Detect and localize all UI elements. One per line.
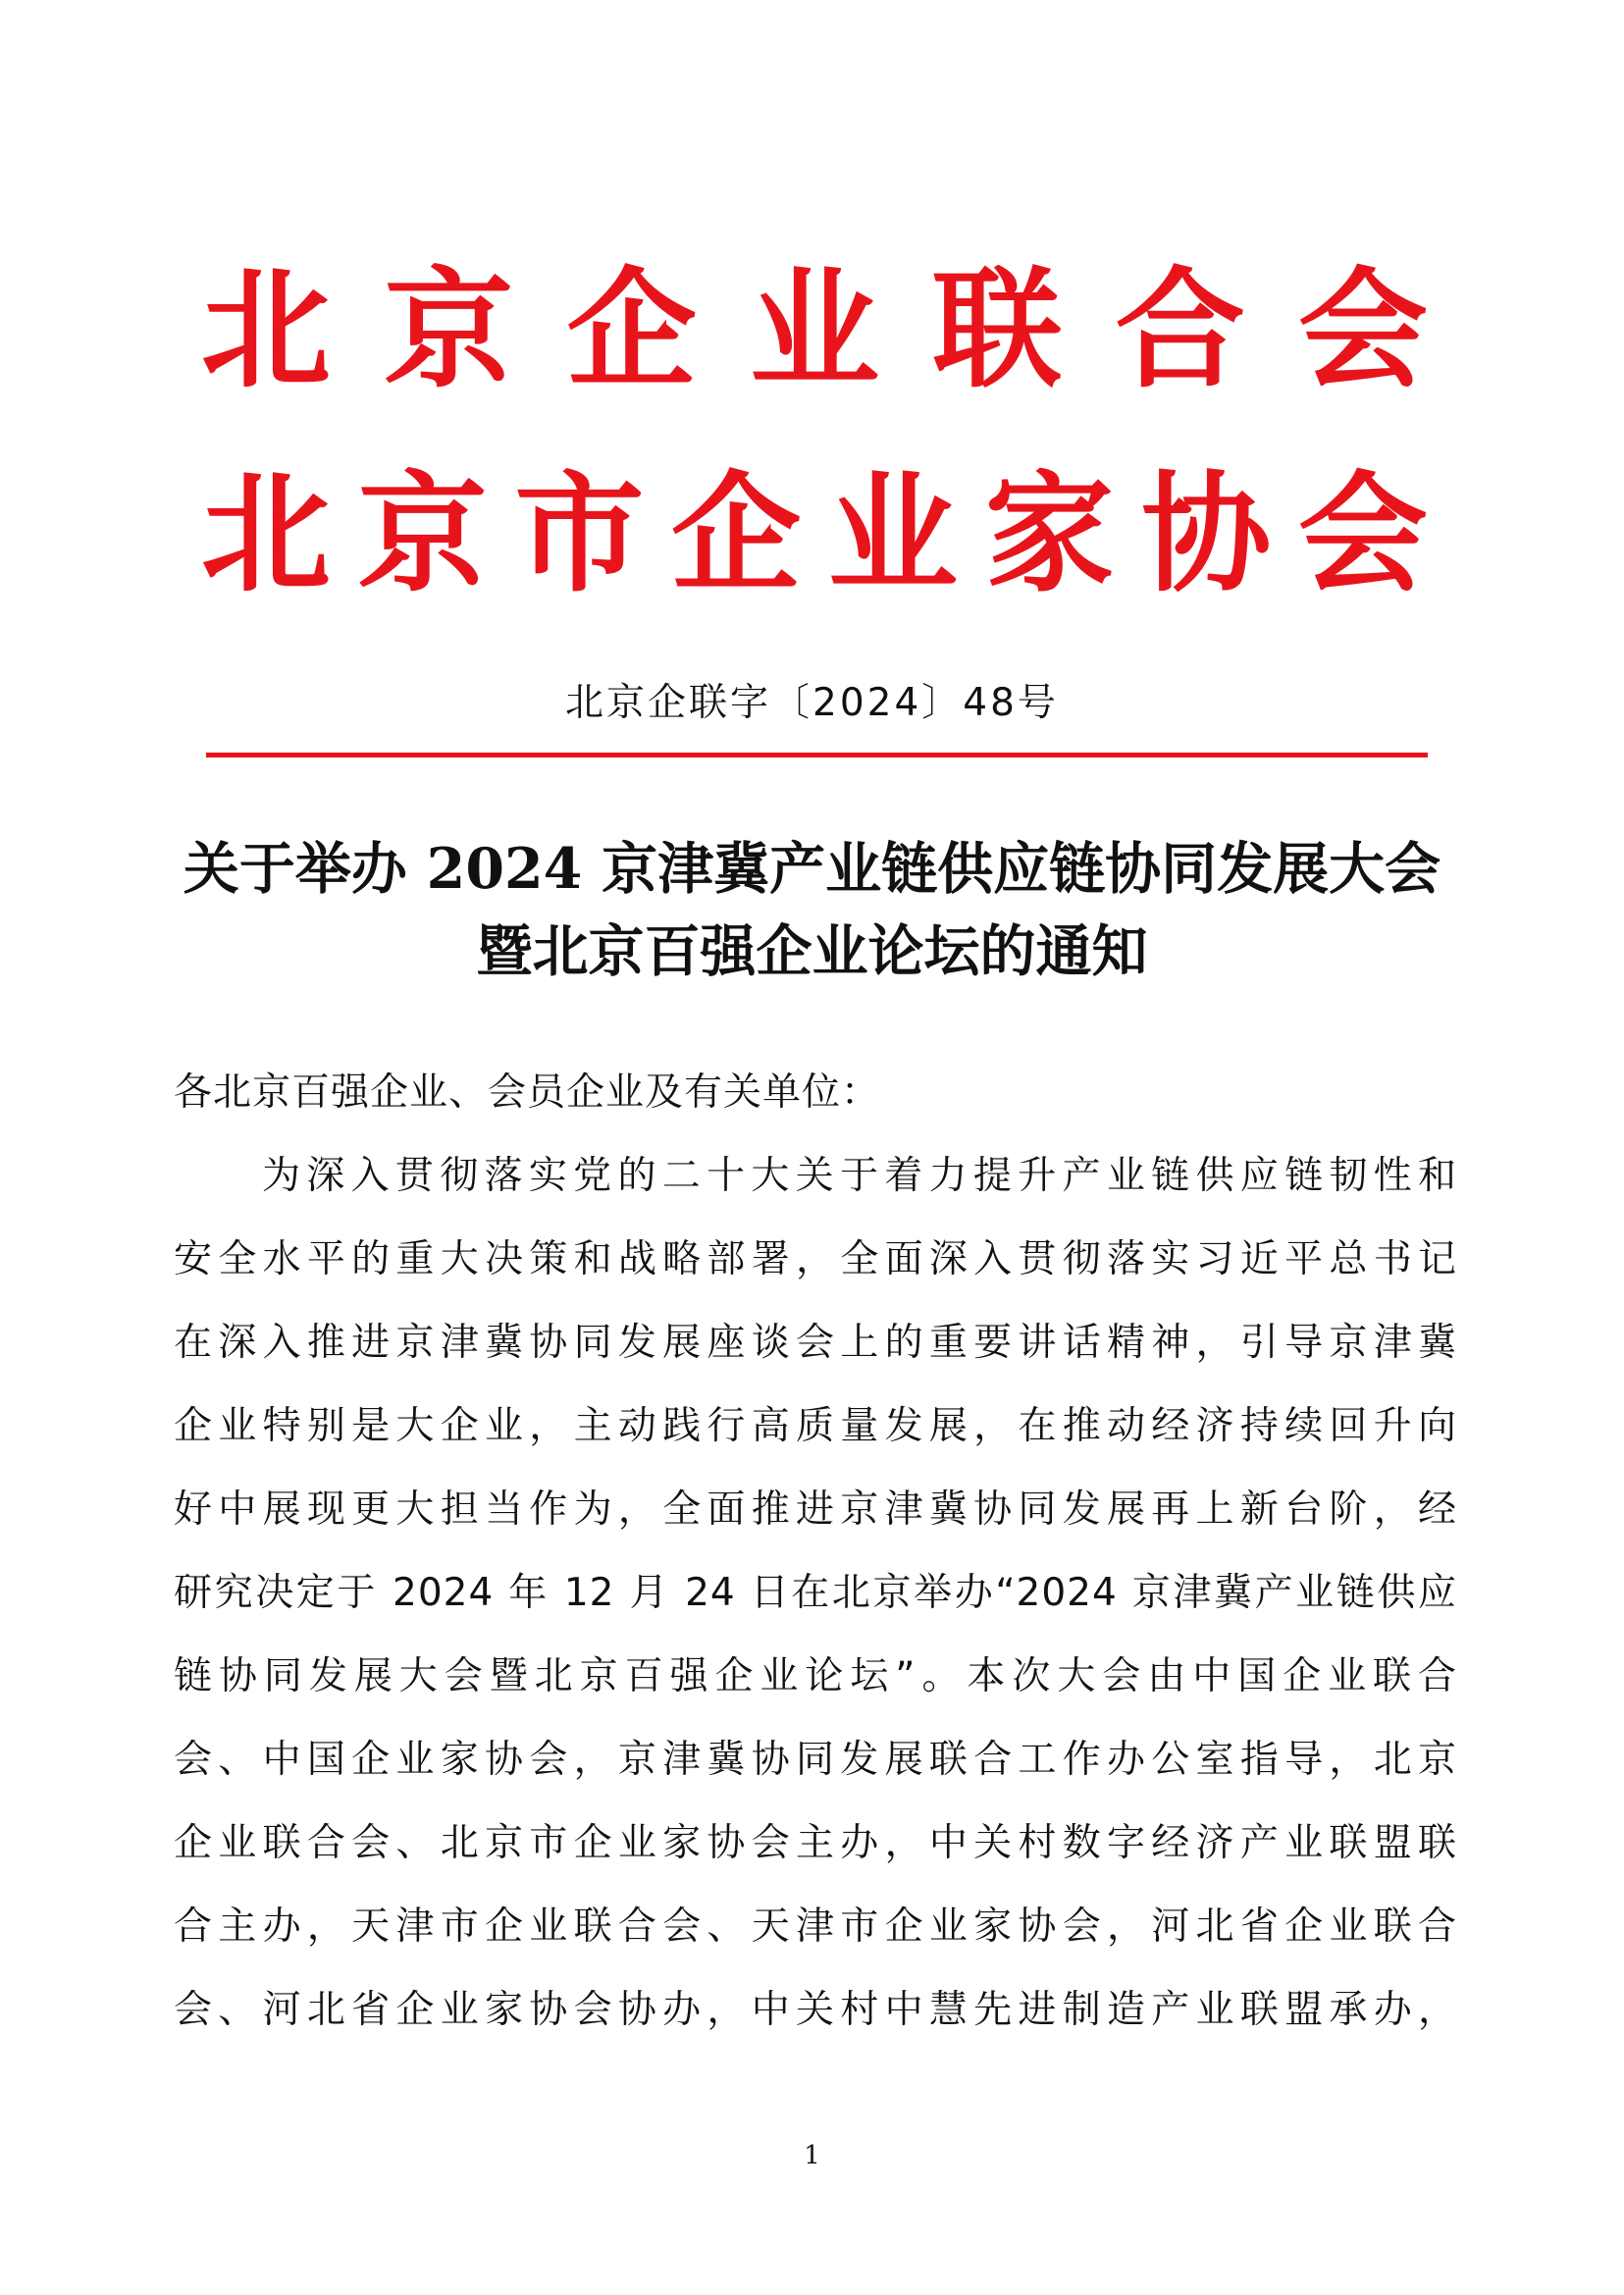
body-line: 研究决定于 2024 年 12 月 24 日在北京举办“2024 京津冀产业链供应 <box>174 1571 1457 1615</box>
salutation: 各北京百强企业、会员企业及有关单位： <box>174 1070 881 1115</box>
body-line: 企业联合会、北京市企业家协会主办，中关村数字经济产业联盟联 <box>174 1821 1457 1865</box>
letterhead-org-1-char: 合 <box>1115 254 1245 406</box>
body-line: 企业特别是大企业，主动践行高质量发展，在推动经济持续回升向 <box>174 1404 1457 1448</box>
letterhead-org-2-char: 企 <box>671 458 802 610</box>
letterhead-org-1 <box>201 254 1428 406</box>
letterhead-org-2-char: 协 <box>1141 458 1272 610</box>
letterhead-org-2-char: 业 <box>827 458 958 610</box>
letterhead-org-1-char: 业 <box>749 254 879 406</box>
body-line: 会、河北省企业家协会协办，中关村中慧先进制造产业联盟承办， <box>174 1988 1457 2032</box>
body-line: 会、中国企业家协会，京津冀协同发展联合工作办公室指导，北京 <box>174 1738 1457 1782</box>
letterhead-org-2-char: 家 <box>984 458 1115 610</box>
page-number: 1 <box>804 2141 820 2170</box>
letterhead-org-2-char: 会 <box>1297 458 1428 610</box>
body-line: 链协同发展大会暨北京百强企业论坛”。本次大会由中国企业联合 <box>174 1654 1457 1698</box>
letterhead-org-2-char: 北 <box>201 458 331 610</box>
body-line: 好中展现更大担当作为，全面推进京津冀协同发展再上新台阶，经 <box>174 1487 1457 1532</box>
notice-title-line-2: 暨北京百强企业论坛的通知 <box>476 918 1148 984</box>
document-number: 北京企联字〔2024〕48号 <box>565 681 1059 725</box>
body-line: 在深入推进京津冀协同发展座谈会上的重要讲话精神，引导京津冀 <box>174 1321 1457 1365</box>
notice-title-line-1: 关于举办 2024 京津冀产业链供应链协同发展大会 <box>183 836 1441 902</box>
letterhead-org-2 <box>201 458 1428 610</box>
letterhead-org-1-char: 企 <box>566 254 697 406</box>
letterhead-org-2-char: 京 <box>357 458 488 610</box>
body-line: 为深入贯彻落实党的二十大关于着力提升产业链供应链韧性和 <box>262 1154 1457 1198</box>
letterhead-org-1-char: 联 <box>932 254 1063 406</box>
letterhead-org-1-char: 京 <box>384 254 514 406</box>
letterhead-org-1-char: 会 <box>1297 254 1428 406</box>
body-line: 安全水平的重大决策和战略部署，全面深入贯彻落实习近平总书记 <box>174 1237 1457 1281</box>
letterhead-org-1-char: 北 <box>201 254 331 406</box>
body-line: 合主办，天津市企业联合会、天津市企业家协会，河北省企业联合 <box>174 1904 1457 1949</box>
letterhead-org-2-char: 市 <box>514 458 645 610</box>
red-divider-line <box>206 753 1428 757</box>
